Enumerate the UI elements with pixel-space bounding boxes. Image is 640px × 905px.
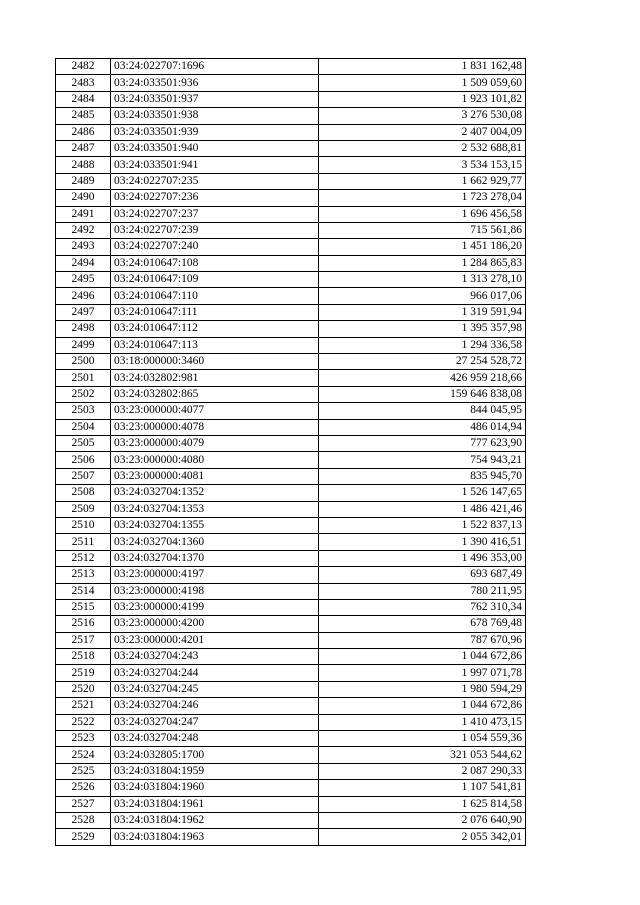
row-number-cell: 2488: [56, 157, 111, 173]
row-number-cell: 2510: [56, 517, 111, 533]
table-row: [56, 354, 526, 370]
cadastral-value-cell: 2 076 640,90: [319, 812, 526, 828]
row-number-cell: 2517: [56, 632, 111, 648]
cadastral-number-cell: 03:24:010647:113: [111, 337, 319, 353]
row-number-cell: 2485: [56, 108, 111, 124]
cadastral-number-cell: 03:24:010647:109: [111, 272, 319, 288]
cadastral-value-cell: 3 276 530,08: [319, 108, 526, 124]
cadastral-value-cell: 1 980 594,29: [319, 681, 526, 697]
cadastral-number-cell: 03:24:033501:936: [111, 75, 319, 91]
row-number-cell: 2506: [56, 452, 111, 468]
row-number-cell: 2526: [56, 780, 111, 796]
table-row: [56, 222, 526, 238]
cadastral-value-cell: 777 623,90: [319, 435, 526, 451]
row-number-cell: 2519: [56, 665, 111, 681]
cadastral-number-cell: 03:23:000000:4197: [111, 567, 319, 583]
cadastral-number-cell: 03:18:000000:3460: [111, 354, 319, 370]
table-row: [56, 567, 526, 583]
cadastral-value-cell: 1 054 559,36: [319, 731, 526, 747]
cadastral-value-cell: 1 696 456,58: [319, 206, 526, 222]
row-number-cell: 2486: [56, 124, 111, 140]
row-number-cell: 2524: [56, 747, 111, 763]
table-row: [56, 239, 526, 255]
cadastral-value-cell: 1 486 421,46: [319, 501, 526, 517]
row-number-cell: 2487: [56, 140, 111, 156]
row-number-cell: 2489: [56, 173, 111, 189]
row-number-cell: 2527: [56, 796, 111, 812]
table-row: [56, 337, 526, 353]
table-row: [56, 763, 526, 779]
row-number-cell: 2522: [56, 714, 111, 730]
cadastral-number-cell: 03:24:022707:1696: [111, 59, 319, 75]
table-row: [56, 91, 526, 107]
cadastral-value-cell: 1 522 837,13: [319, 517, 526, 533]
cadastral-number-cell: 03:24:010647:112: [111, 321, 319, 337]
cadastral-number-cell: 03:23:000000:4081: [111, 468, 319, 484]
table-row: [56, 665, 526, 681]
cadastral-value-cell: 1 410 473,15: [319, 714, 526, 730]
cadastral-value-cell: 1 044 672,86: [319, 698, 526, 714]
cadastral-value-cell: 844 045,95: [319, 403, 526, 419]
cadastral-number-cell: 03:24:022707:235: [111, 173, 319, 189]
cadastral-number-cell: 03:24:010647:110: [111, 288, 319, 304]
row-number-cell: 2509: [56, 501, 111, 517]
row-number-cell: 2505: [56, 435, 111, 451]
cadastral-number-cell: 03:24:032704:1370: [111, 550, 319, 566]
table-row: [56, 583, 526, 599]
table-row: [56, 550, 526, 566]
cadastral-number-cell: 03:24:032704:244: [111, 665, 319, 681]
cadastral-value-cell: 1 294 336,58: [319, 337, 526, 353]
cadastral-value-cell: 1 319 591,94: [319, 304, 526, 320]
table-row: [56, 288, 526, 304]
row-number-cell: 2484: [56, 91, 111, 107]
table-row: [56, 698, 526, 714]
row-number-cell: 2504: [56, 419, 111, 435]
row-number-cell: 2525: [56, 763, 111, 779]
cadastral-number-cell: 03:24:033501:941: [111, 157, 319, 173]
table-row: [56, 304, 526, 320]
cadastral-value-cell: 321 053 544,62: [319, 747, 526, 763]
table-row: [56, 501, 526, 517]
table-row: [56, 599, 526, 615]
cadastral-number-cell: 03:24:032704:1360: [111, 534, 319, 550]
cadastral-value-cell: 787 670,96: [319, 632, 526, 648]
cadastral-number-cell: 03:24:032704:247: [111, 714, 319, 730]
cadastral-value-cell: 754 943,21: [319, 452, 526, 468]
row-number-cell: 2500: [56, 354, 111, 370]
cadastral-number-cell: 03:23:000000:4077: [111, 403, 319, 419]
cadastral-number-cell: 03:24:031804:1962: [111, 812, 319, 828]
cadastral-value-cell: 3 534 153,15: [319, 157, 526, 173]
cadastral-number-cell: 03:24:022707:237: [111, 206, 319, 222]
cadastral-value-cell: 1 526 147,65: [319, 485, 526, 501]
table-row: [56, 616, 526, 632]
row-number-cell: 2491: [56, 206, 111, 222]
cadastral-value-cell: 762 310,34: [319, 599, 526, 615]
table-row: [56, 140, 526, 156]
cadastral-value-cell: 1 496 353,00: [319, 550, 526, 566]
table-row: [56, 272, 526, 288]
cadastral-number-cell: 03:24:022707:236: [111, 190, 319, 206]
table-row: [56, 731, 526, 747]
cadastral-value-cell: 1 284 865,83: [319, 255, 526, 271]
cadastral-value-cell: 780 211,95: [319, 583, 526, 599]
table-row: [56, 190, 526, 206]
row-number-cell: 2503: [56, 403, 111, 419]
table-row: [56, 75, 526, 91]
cadastral-value-cell: 1 451 186,20: [319, 239, 526, 255]
cadastral-number-cell: 03:23:000000:4199: [111, 599, 319, 615]
cadastral-value-table: [55, 58, 526, 846]
cadastral-number-cell: 03:24:032704:248: [111, 731, 319, 747]
row-number-cell: 2512: [56, 550, 111, 566]
cadastral-number-cell: 03:24:032802:981: [111, 370, 319, 386]
table-row: [56, 386, 526, 402]
table-row: [56, 517, 526, 533]
table-row: [56, 59, 526, 75]
table-row: [56, 632, 526, 648]
row-number-cell: 2521: [56, 698, 111, 714]
table-row: [56, 157, 526, 173]
row-number-cell: 2501: [56, 370, 111, 386]
cadastral-value-cell: 1 723 278,04: [319, 190, 526, 206]
table-row: [56, 780, 526, 796]
row-number-cell: 2499: [56, 337, 111, 353]
cadastral-value-cell: 715 561,86: [319, 222, 526, 238]
row-number-cell: 2516: [56, 616, 111, 632]
row-number-cell: 2520: [56, 681, 111, 697]
cadastral-number-cell: 03:24:031804:1959: [111, 763, 319, 779]
cadastral-number-cell: 03:24:033501:940: [111, 140, 319, 156]
cadastral-number-cell: 03:24:010647:108: [111, 255, 319, 271]
cadastral-value-cell: 2 407 004,09: [319, 124, 526, 140]
cadastral-number-cell: 03:24:032704:1355: [111, 517, 319, 533]
row-number-cell: 2493: [56, 239, 111, 255]
row-number-cell: 2515: [56, 599, 111, 615]
row-number-cell: 2514: [56, 583, 111, 599]
row-number-cell: 2495: [56, 272, 111, 288]
table-row: [56, 534, 526, 550]
cadastral-value-cell: 1 662 929,77: [319, 173, 526, 189]
table-row: [56, 124, 526, 140]
cadastral-number-cell: 03:24:010647:111: [111, 304, 319, 320]
cadastral-number-cell: 03:24:032805:1700: [111, 747, 319, 763]
cadastral-value-cell: 1 390 416,51: [319, 534, 526, 550]
row-number-cell: 2518: [56, 649, 111, 665]
cadastral-value-cell: 1 923 101,82: [319, 91, 526, 107]
row-number-cell: 2490: [56, 190, 111, 206]
cadastral-value-cell: 426 959 218,66: [319, 370, 526, 386]
cadastral-value-cell: 1 044 672,86: [319, 649, 526, 665]
cadastral-number-cell: 03:23:000000:4200: [111, 616, 319, 632]
cadastral-value-cell: 835 945,70: [319, 468, 526, 484]
cadastral-number-cell: 03:23:000000:4198: [111, 583, 319, 599]
table-row: [56, 452, 526, 468]
cadastral-number-cell: 03:23:000000:4201: [111, 632, 319, 648]
table-row: [56, 714, 526, 730]
cadastral-value-cell: 27 254 528,72: [319, 354, 526, 370]
cadastral-value-cell: 1 831 162,48: [319, 59, 526, 75]
table-row: [56, 206, 526, 222]
table-row: [56, 468, 526, 484]
cadastral-value-cell: 1 997 071,78: [319, 665, 526, 681]
row-number-cell: 2523: [56, 731, 111, 747]
cadastral-number-cell: 03:24:031804:1960: [111, 780, 319, 796]
row-number-cell: 2494: [56, 255, 111, 271]
cadastral-number-cell: 03:24:032704:1353: [111, 501, 319, 517]
cadastral-value-cell: 1 395 357,98: [319, 321, 526, 337]
table-row: [56, 796, 526, 812]
cadastral-number-cell: 03:24:032704:1352: [111, 485, 319, 501]
row-number-cell: 2513: [56, 567, 111, 583]
cadastral-number-cell: 03:24:022707:240: [111, 239, 319, 255]
table-row: [56, 435, 526, 451]
cadastral-number-cell: 03:24:033501:938: [111, 108, 319, 124]
cadastral-value-cell: 486 014,94: [319, 419, 526, 435]
row-number-cell: 2483: [56, 75, 111, 91]
table-row: [56, 370, 526, 386]
cadastral-value-cell: 1 313 278,10: [319, 272, 526, 288]
row-number-cell: 2496: [56, 288, 111, 304]
table-row: [56, 649, 526, 665]
table-row: [56, 812, 526, 828]
cadastral-number-cell: 03:24:022707:239: [111, 222, 319, 238]
row-number-cell: 2529: [56, 829, 111, 845]
cadastral-number-cell: 03:24:033501:937: [111, 91, 319, 107]
table-row: [56, 173, 526, 189]
cadastral-value-cell: 2 087 290,33: [319, 763, 526, 779]
cadastral-value-cell: 2 532 688,81: [319, 140, 526, 156]
cadastral-value-cell: 1 107 541,81: [319, 780, 526, 796]
table-row: [56, 485, 526, 501]
table-row: [56, 747, 526, 763]
cadastral-value-cell: 966 017,06: [319, 288, 526, 304]
cadastral-number-cell: 03:24:031804:1961: [111, 796, 319, 812]
cadastral-number-cell: 03:24:032802:865: [111, 386, 319, 402]
row-number-cell: 2502: [56, 386, 111, 402]
row-number-cell: 2528: [56, 812, 111, 828]
cadastral-value-cell: 2 055 342,01: [319, 829, 526, 845]
cadastral-number-cell: 03:24:032704:243: [111, 649, 319, 665]
row-number-cell: 2511: [56, 534, 111, 550]
cadastral-number-cell: 03:24:033501:939: [111, 124, 319, 140]
cadastral-number-cell: 03:24:032704:245: [111, 681, 319, 697]
table-row: [56, 321, 526, 337]
table-body: [56, 59, 526, 846]
row-number-cell: 2498: [56, 321, 111, 337]
row-number-cell: 2507: [56, 468, 111, 484]
cadastral-number-cell: 03:23:000000:4080: [111, 452, 319, 468]
cadastral-number-cell: 03:24:032704:246: [111, 698, 319, 714]
cadastral-number-cell: 03:23:000000:4078: [111, 419, 319, 435]
cadastral-number-cell: 03:23:000000:4079: [111, 435, 319, 451]
cadastral-value-cell: 1 625 814,58: [319, 796, 526, 812]
cadastral-value-cell: 1 509 059,60: [319, 75, 526, 91]
row-number-cell: 2482: [56, 59, 111, 75]
table-row: [56, 403, 526, 419]
cadastral-value-cell: 678 769,48: [319, 616, 526, 632]
row-number-cell: 2492: [56, 222, 111, 238]
row-number-cell: 2508: [56, 485, 111, 501]
table-row: [56, 829, 526, 845]
table-row: [56, 108, 526, 124]
cadastral-value-cell: 693 687,49: [319, 567, 526, 583]
cadastral-value-cell: 159 646 838,08: [319, 386, 526, 402]
table-row: [56, 419, 526, 435]
table-row: [56, 255, 526, 271]
cadastral-number-cell: 03:24:031804:1963: [111, 829, 319, 845]
table-row: [56, 681, 526, 697]
row-number-cell: 2497: [56, 304, 111, 320]
